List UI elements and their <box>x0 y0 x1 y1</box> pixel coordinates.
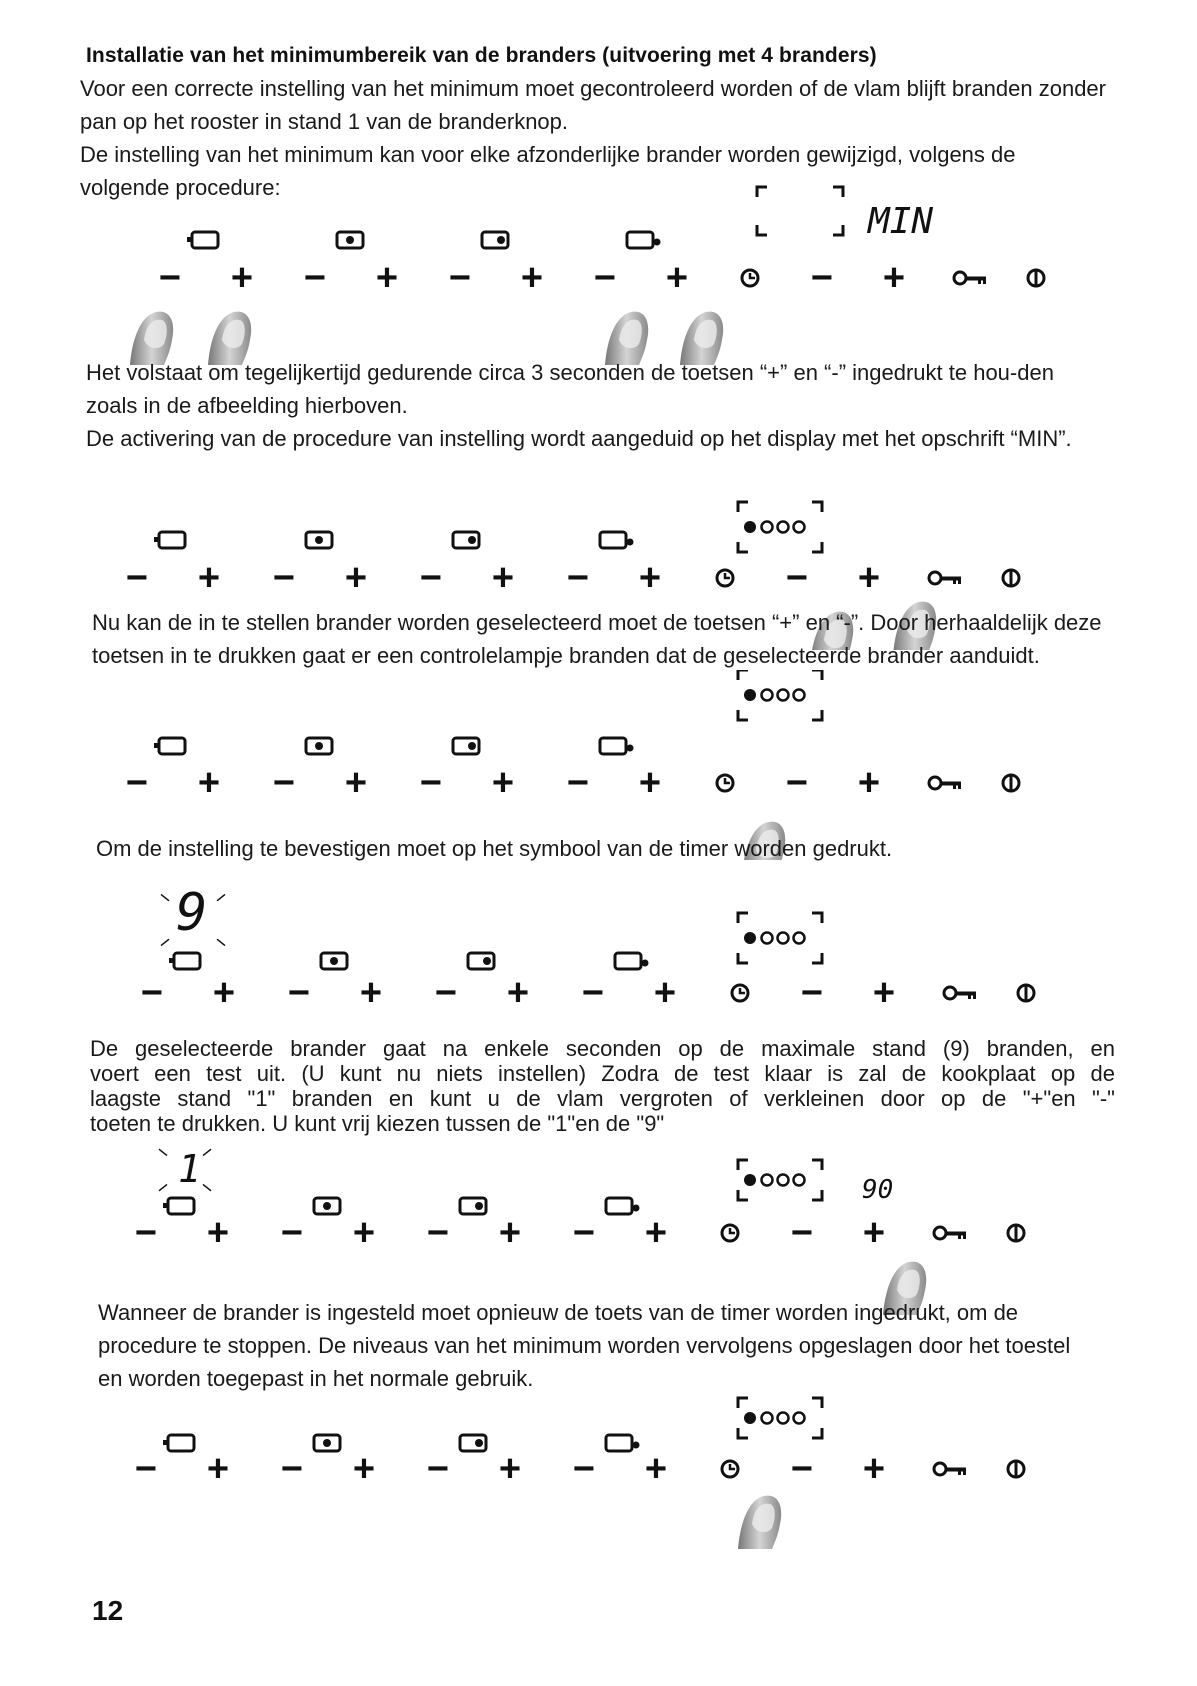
burner-rear-left-icon <box>321 953 347 969</box>
burner-front-left-icon <box>154 532 185 548</box>
step2-paragraph <box>92 606 1172 672</box>
display-level-1: 1 <box>178 1147 201 1191</box>
power-icon <box>1003 569 1019 587</box>
plus-button-timer: + <box>872 972 896 1014</box>
minus-button-front-left: − <box>134 1212 158 1254</box>
burner-rear-right-icon <box>453 532 479 548</box>
plus-button-timer: + <box>862 1212 886 1254</box>
plus-button-timer: + <box>862 1448 886 1490</box>
plus-button-rear-right: + <box>520 257 544 299</box>
power-icon <box>1018 984 1034 1002</box>
display-timer-value: 90 <box>862 1175 894 1205</box>
power-icon <box>1008 1224 1024 1242</box>
plus-button-front-right: + <box>653 972 677 1014</box>
step1-line-2: zoals in de afbeelding hierboven. <box>86 393 408 418</box>
burner-front-right-icon <box>627 232 661 248</box>
burner-front-left-icon <box>154 738 185 754</box>
plus-button-rear-left: + <box>352 1212 376 1254</box>
plus-button-front-left: + <box>206 1448 230 1490</box>
finger-press-timer <box>738 1496 781 1549</box>
burner-indicator-dots <box>744 689 805 701</box>
minus-button-front-right: − <box>566 557 590 599</box>
control-panel-diagram <box>0 185 1197 385</box>
burner-front-right-icon <box>615 953 649 969</box>
burner-front-right-icon <box>606 1198 640 1214</box>
display-level-9: 9 <box>176 883 208 943</box>
plus-button-rear-right: + <box>498 1448 522 1490</box>
minus-button-rear-left: − <box>280 1212 304 1254</box>
plus-button-timer: + <box>857 557 881 599</box>
minus-button-rear-right: − <box>434 972 458 1014</box>
key-lock-icon <box>929 777 961 789</box>
timer-icon <box>717 775 733 791</box>
step4-line-1: De geselecteerde brander gaat na enkele seconden op de maximale stand (9) branden, en <box>90 1036 1115 1061</box>
control-panel-step-1 <box>0 185 1197 335</box>
minus-button-rear-left: − <box>272 762 296 804</box>
plus-button-front-left: + <box>230 257 254 299</box>
step2-line-2: toetsen in te drukken gaat er een controlelampje branden dat de geselecteerde brander aanduidt. <box>92 643 1040 668</box>
step4-line-2: voert een test uit. (U kunt nu niets instellen) Zodra de test klaar is zal de kookplaat op de <box>90 1061 1115 1086</box>
plus-button-rear-right: + <box>491 557 515 599</box>
power-icon <box>1003 774 1019 792</box>
intro-line-4: volgende procedure: <box>80 175 281 200</box>
burner-front-left-icon <box>169 953 200 969</box>
burner-front-right-icon <box>600 532 634 548</box>
step4-line-3: laagste stand "1" branden en kunt u de vlam vergroten of verkleinen door op de "+"en "-" <box>90 1086 1115 1111</box>
plus-button-rear-left: + <box>344 762 368 804</box>
minus-button-rear-left: − <box>287 972 311 1014</box>
burner-rear-right-icon <box>453 738 479 754</box>
burner-front-left-icon <box>163 1435 194 1451</box>
control-panel-step-4 <box>0 875 1197 1025</box>
step3-paragraph <box>96 832 1176 865</box>
burner-indicator-dots <box>744 1174 805 1186</box>
control-panel-diagram <box>0 1140 1197 1315</box>
intro-line-2: pan op het rooster in stand 1 van de branderknop. <box>80 109 569 134</box>
section-heading: Installatie van het minimumbereik van de branders (uitvoering met 4 branders) <box>86 44 877 67</box>
burner-rear-left-icon <box>314 1435 340 1451</box>
timer-icon <box>742 270 758 286</box>
minus-button-rear-left: − <box>272 557 296 599</box>
minus-button-front-right: − <box>572 1448 596 1490</box>
key-lock-icon <box>944 987 976 999</box>
burner-rear-left-icon <box>306 532 332 548</box>
minus-button-front-left: − <box>125 557 149 599</box>
minus-button-front-right: − <box>581 972 605 1014</box>
minus-button-timer: − <box>785 557 809 599</box>
control-panel-step-2 <box>0 460 1197 610</box>
intro-line-3: De instelling van het minimum kan voor elke afzonderlijke brander worden gewijzigd, volgens de <box>80 142 1016 167</box>
minus-button-front-left: − <box>125 762 149 804</box>
step1-line-3: De activering van de procedure van instelling wordt aangeduid op het display met het opschrift “MIN”. <box>86 426 1072 451</box>
plus-button-front-left: + <box>206 1212 230 1254</box>
minus-button-timer: − <box>790 1448 814 1490</box>
burner-rear-right-icon <box>468 953 494 969</box>
minus-button-timer: − <box>785 762 809 804</box>
burner-front-right-icon <box>600 738 634 754</box>
plus-button-rear-right: + <box>506 972 530 1014</box>
minus-button-rear-left: − <box>280 1448 304 1490</box>
minus-button-front-left: − <box>158 257 182 299</box>
minus-button-timer: − <box>800 972 824 1014</box>
plus-button-front-right: + <box>665 257 689 299</box>
power-icon <box>1028 269 1044 287</box>
step5-line-3: en worden toegepast in het normale gebruik. <box>98 1366 534 1391</box>
step5-paragraph <box>98 1296 1178 1395</box>
control-panel-diagram <box>0 1390 1197 1550</box>
minus-button-front-left: − <box>134 1448 158 1490</box>
step1-line-1: Het volstaat om tegelijkertijd gedurende circa 3 seconden de toetsen “+” en “-” ingedrukt te hou-den <box>86 360 1054 385</box>
power-icon <box>1008 1460 1024 1478</box>
plus-button-rear-right: + <box>498 1212 522 1254</box>
control-panel-diagram <box>0 875 1197 1035</box>
step1-paragraph <box>86 356 1166 455</box>
burner-indicator-dots <box>744 521 805 533</box>
plus-button-rear-left: + <box>359 972 383 1014</box>
minus-button-rear-left: − <box>303 257 327 299</box>
control-panel-step-6 <box>0 1390 1197 1540</box>
intro-line-1: Voor een correcte instelling van het minimum moet gecontroleerd worden of de vlam blijft branden zonder <box>80 76 1106 101</box>
burner-front-left-icon <box>187 232 218 248</box>
plus-button-front-right: + <box>638 557 662 599</box>
burner-rear-right-icon <box>460 1435 486 1451</box>
plus-button-rear-right: + <box>491 762 515 804</box>
key-lock-icon <box>929 572 961 584</box>
timer-icon <box>732 985 748 1001</box>
key-lock-icon <box>934 1463 966 1475</box>
key-lock-icon <box>954 272 986 284</box>
plus-button-front-right: + <box>644 1448 668 1490</box>
key-lock-icon <box>934 1227 966 1239</box>
minus-button-timer: − <box>810 257 834 299</box>
control-panel-step-5 <box>0 1140 1197 1290</box>
control-panel-step-3 <box>0 670 1197 820</box>
burner-front-right-icon <box>606 1435 640 1451</box>
minus-button-rear-right: − <box>448 257 472 299</box>
page-number: 12 <box>92 1595 124 1626</box>
plus-button-front-left: + <box>212 972 236 1014</box>
plus-button-timer: + <box>882 257 906 299</box>
minus-button-timer: − <box>790 1212 814 1254</box>
timer-icon <box>722 1461 738 1477</box>
burner-rear-right-icon <box>460 1198 486 1214</box>
minus-button-rear-right: − <box>426 1448 450 1490</box>
burner-rear-left-icon <box>314 1198 340 1214</box>
burner-front-left-icon <box>163 1198 194 1214</box>
timer-icon <box>722 1225 738 1241</box>
burner-rear-left-icon <box>306 738 332 754</box>
minus-button-rear-right: − <box>426 1212 450 1254</box>
burner-indicator-dots <box>744 932 805 944</box>
display-frame <box>757 187 843 235</box>
minus-button-front-right: − <box>593 257 617 299</box>
plus-button-front-right: + <box>644 1212 668 1254</box>
burner-rear-left-icon <box>337 232 363 248</box>
plus-button-rear-left: + <box>375 257 399 299</box>
timer-icon <box>717 570 733 586</box>
step2-line-1: Nu kan de in te stellen brander worden geselecteerd moet de toetsen “+” en “-”. Door herhaaldelijk deze <box>92 610 1102 635</box>
minus-button-rear-right: − <box>419 557 443 599</box>
plus-button-front-right: + <box>638 762 662 804</box>
step5-line-1: Wanneer de brander is ingesteld moet opnieuw de toets van de timer worden ingedrukt, om de <box>98 1300 1019 1325</box>
burner-indicator-dots <box>744 1412 805 1424</box>
plus-button-front-left: + <box>197 557 221 599</box>
burner-rear-right-icon <box>482 232 508 248</box>
plus-button-rear-left: + <box>352 1448 376 1490</box>
minus-button-front-left: − <box>140 972 164 1014</box>
display-min-label: MIN <box>868 201 934 242</box>
minus-button-rear-right: − <box>419 762 443 804</box>
step4-paragraph <box>90 1036 1115 1136</box>
step5-line-2: procedure te stoppen. De niveaus van het minimum worden vervolgens opgeslagen door het toestel <box>98 1333 1071 1358</box>
minus-button-front-right: − <box>572 1212 596 1254</box>
minus-button-front-right: − <box>566 762 590 804</box>
plus-button-rear-left: + <box>344 557 368 599</box>
step3-line-1: Om de instelling te bevestigen moet op het symbool van de timer worden gedrukt. <box>96 836 893 861</box>
plus-button-timer: + <box>857 762 881 804</box>
plus-button-front-left: + <box>197 762 221 804</box>
step4-line-4: toeten te drukken. U kunt vrij kiezen tussen de "1"en de "9" <box>90 1111 665 1136</box>
